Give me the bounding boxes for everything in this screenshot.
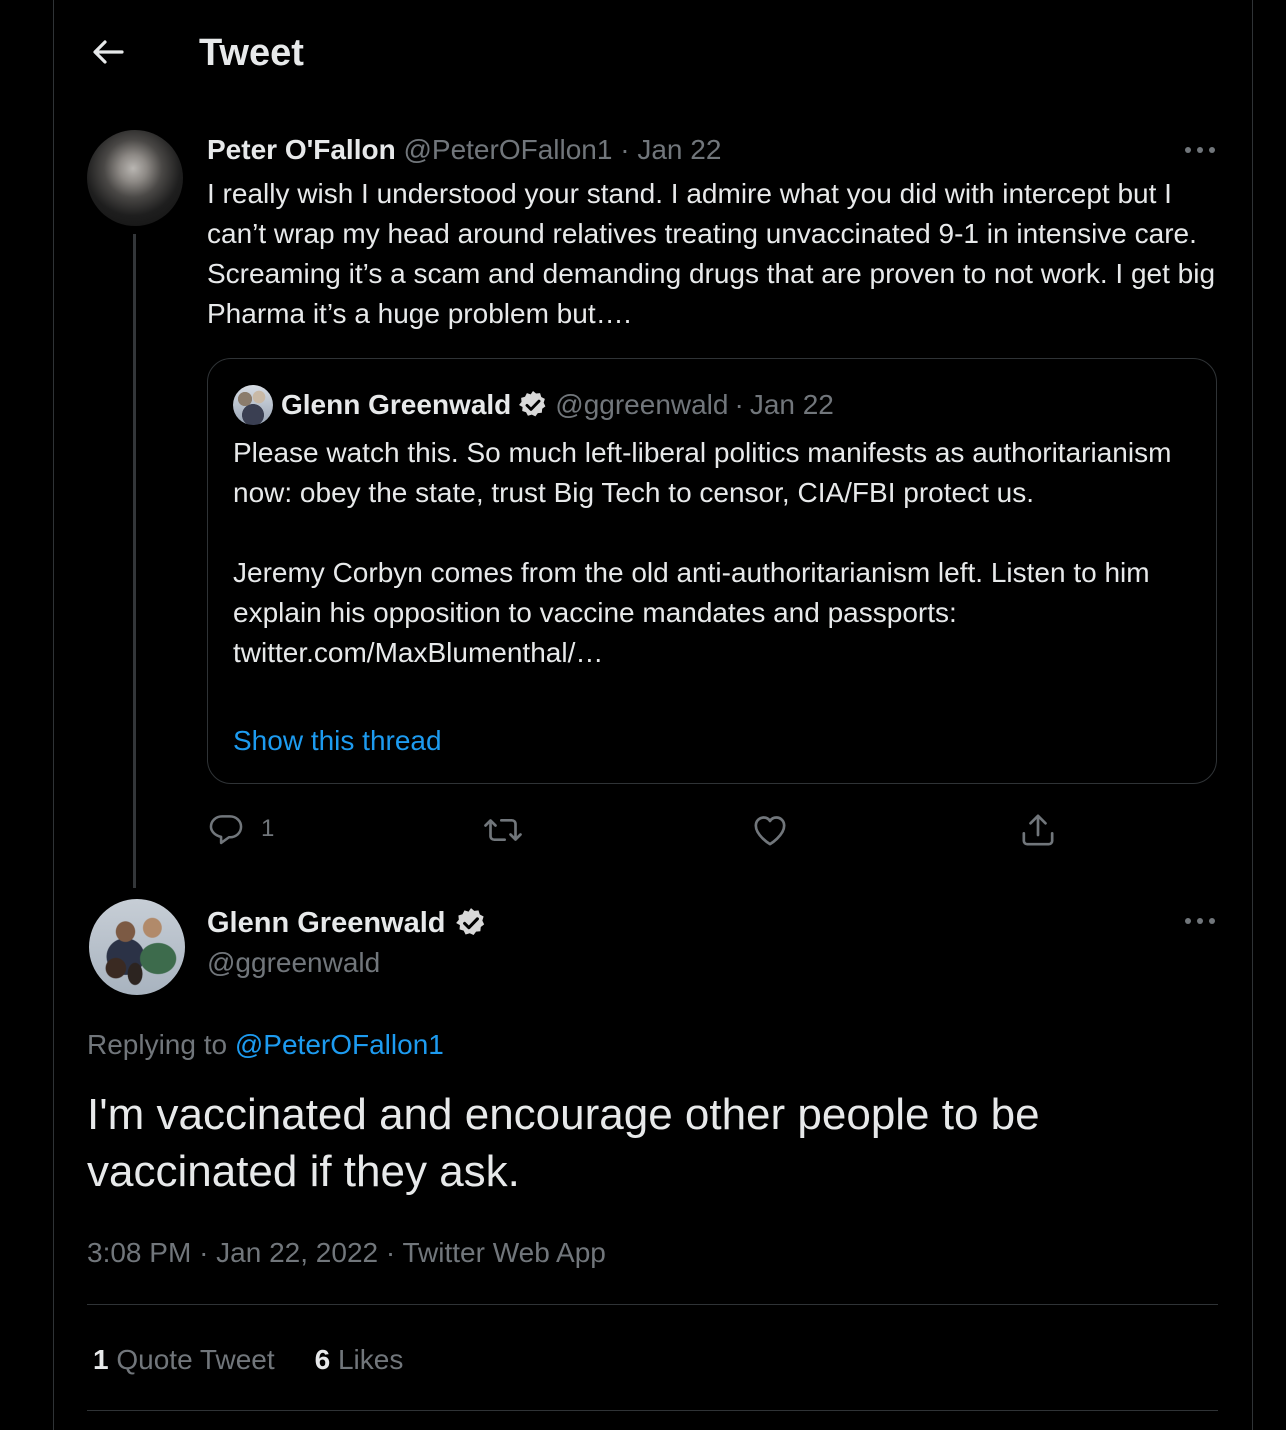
separator: ·	[734, 389, 744, 420]
more-button[interactable]	[1180, 135, 1220, 165]
replying-to	[87, 1025, 444, 1065]
tweet-date[interactable]: Jan 22, 2022	[216, 1237, 379, 1268]
arrow-left-icon	[91, 37, 125, 67]
quoted-tweet-date: Jan 22	[749, 389, 834, 420]
quote-tweets-stat[interactable]	[93, 1340, 275, 1380]
reply-icon	[207, 810, 245, 848]
tweet-date[interactable]: Jan 22	[637, 134, 722, 165]
verified-badge-icon	[454, 906, 488, 940]
divider	[87, 1304, 1218, 1305]
more-button[interactable]	[1180, 906, 1220, 936]
tweet-meta	[87, 1233, 606, 1273]
reply-count: 1	[261, 815, 275, 842]
more-icon	[1184, 146, 1216, 154]
likes-stat[interactable]	[315, 1340, 404, 1380]
author-handle[interactable]: @ggreenwald	[207, 947, 381, 978]
divider	[87, 1410, 1218, 1411]
share-icon	[1018, 810, 1058, 850]
separator: ·	[199, 1237, 209, 1268]
share-button[interactable]	[1018, 810, 1058, 850]
tweet-source[interactable]: Twitter Web App	[402, 1237, 606, 1268]
parent-tweet-header	[207, 131, 721, 169]
main-tweet-author	[207, 903, 488, 943]
page-title: Tweet	[199, 32, 304, 74]
quoted-tweet-text: Please watch this. So much left-liberal politics manifests as authoritarianism now: obey the state, trust Big Tech to censor, CIA/FBI protect us. Jeremy Corbyn comes from the old anti-authoritarianism left. Listen to him explain his opposition to vaccine mandates and passports: twitter.com/MaxBlumenthal/…	[233, 437, 1172, 668]
like-label: Likes	[337, 1344, 404, 1375]
quote-count: 1	[93, 1344, 109, 1375]
verified-badge-icon	[517, 389, 549, 421]
parent-tweet-text: I really wish I understood your stand. I admire what you did with intercept but I can’t wrap my head around relatives treating unvaccinated 9-1 in intensive care. Screaming it’s a scam and demanding drugs that are proven to not work. I get big Pharma it’s a huge problem but….	[207, 178, 1216, 329]
quoted-author-name: Glenn Greenwald	[281, 389, 512, 420]
quoted-author-handle: @ggreenwald	[555, 389, 729, 420]
show-thread-link[interactable]: Show this thread	[233, 725, 442, 756]
tweet-time[interactable]: 3:08 PM	[87, 1237, 192, 1268]
avatar[interactable]	[87, 130, 183, 226]
tweet-stats	[93, 1340, 403, 1380]
replying-to-handle[interactable]: @PeterOFallon1	[234, 1029, 444, 1060]
retweet-button[interactable]	[482, 810, 524, 850]
separator: ·	[385, 1237, 396, 1268]
more-icon	[1184, 917, 1216, 925]
quoted-avatar	[233, 385, 273, 425]
avatar[interactable]	[87, 897, 187, 997]
like-count: 6	[314, 1344, 331, 1375]
author-name[interactable]: Glenn Greenwald	[207, 907, 446, 939]
like-button[interactable]	[750, 810, 790, 850]
quoted-tweet-header	[281, 385, 834, 425]
main-tweet-text: I'm vaccinated and encourage other people to be vaccinated if they ask.	[87, 1090, 1040, 1196]
replying-prefix: Replying to	[87, 1029, 228, 1060]
back-button[interactable]	[88, 30, 128, 74]
author-handle[interactable]: @PeterOFallon1	[403, 134, 613, 165]
author-name[interactable]: Peter O'Fallon	[207, 134, 396, 165]
quote-label: Quote Tweet	[116, 1344, 275, 1375]
thread-connector	[133, 234, 136, 888]
separator: ·	[620, 134, 630, 165]
retweet-icon	[482, 810, 524, 850]
reply-button[interactable]	[207, 810, 274, 848]
like-icon	[750, 810, 790, 850]
